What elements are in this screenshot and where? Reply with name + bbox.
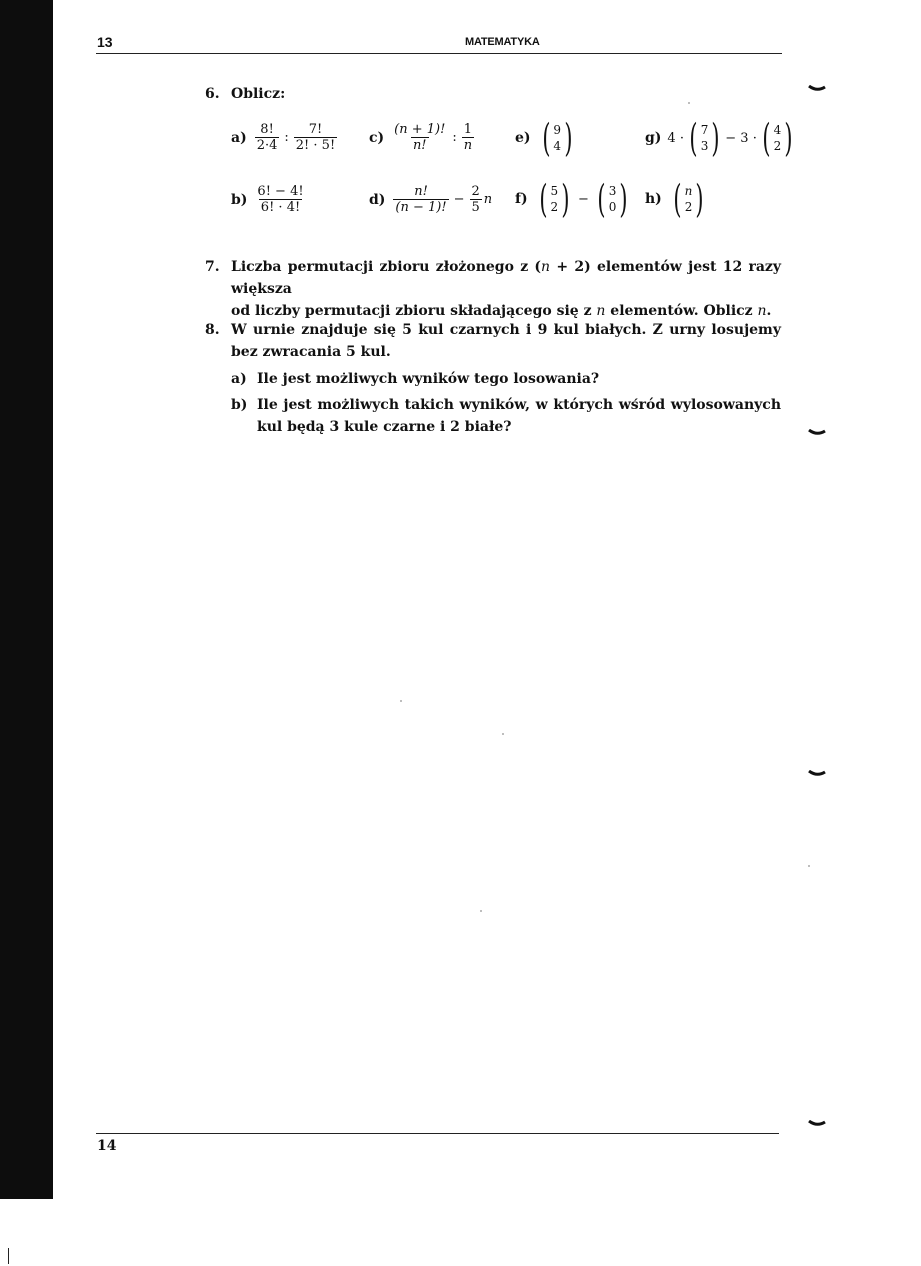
subquestion-text: Ile jest możliwych wyników tego losowania?: [257, 371, 600, 387]
footer-rule: [96, 1133, 779, 1134]
exercise-6e: [515, 116, 578, 160]
denominator: 5: [471, 200, 480, 215]
binomial-coefficient: ( 9 4 ): [541, 116, 573, 160]
margin-check-mark-icon: [808, 1120, 826, 1128]
exercise-6c: [369, 122, 476, 153]
question-8b: [231, 394, 781, 438]
scan-speck: [480, 910, 482, 912]
exercise-6f: [515, 177, 633, 221]
scan-binding-edge: [0, 0, 53, 1199]
binomial-coefficient: ( 5 2 ): [538, 177, 570, 221]
question-8-number: 8.: [205, 322, 220, 338]
exercise-6b: [231, 184, 308, 215]
text-run: elementów. Oblicz: [605, 303, 758, 319]
question-7-number: 7.: [205, 259, 220, 275]
binomial-bottom: 0: [608, 200, 617, 214]
fraction: [392, 122, 447, 153]
binomial-bottom: 2: [773, 139, 782, 153]
exercise-label: e): [515, 130, 531, 146]
numerator: 7!: [308, 122, 323, 137]
scan-speck: [808, 865, 810, 867]
denominator: (n − 1)!: [395, 200, 447, 215]
binomial-coefficient: ( 7 3 ): [689, 116, 720, 160]
scan-speck: [502, 733, 504, 735]
binomial-top: 5: [550, 184, 559, 198]
footer-page-number: 14: [97, 1138, 117, 1154]
exercise-label: c): [369, 129, 385, 146]
denominator: 2·4: [256, 138, 278, 153]
fraction: [470, 184, 482, 215]
text-run: .: [766, 303, 772, 319]
fraction: [294, 122, 337, 153]
header-page-number: 13: [97, 34, 113, 50]
binomial-bottom: 3: [700, 139, 709, 153]
exercise-label: a): [231, 129, 247, 146]
numerator: (n + 1)!: [394, 122, 446, 137]
numerator: 2: [471, 184, 480, 199]
exercise-label: b): [231, 191, 248, 208]
binomial-coefficient: ( 3 0 ): [597, 177, 628, 221]
exercise-label: d): [369, 191, 386, 208]
question-7-text: [231, 256, 781, 322]
subquestion-text: Ile jest możliwych takich wyników, w których wśród wylosowanych kul będą 3 kule czarne i 2 białe?: [257, 397, 781, 435]
scan-artifact: [8, 1248, 9, 1264]
scan-speck: [400, 700, 402, 702]
fraction: [255, 122, 280, 153]
variable: n: [541, 259, 551, 275]
subquestion-label: a): [231, 371, 247, 387]
binomial-coefficient: ( 4 2 ): [762, 116, 793, 160]
binomial-bottom: 2: [684, 200, 693, 214]
numerator: 1: [463, 122, 473, 137]
margin-check-mark-icon: [808, 85, 826, 93]
operator: −: [577, 191, 589, 207]
binomial-top: 3: [608, 184, 617, 198]
binomial-coefficient: ( n 2 ): [673, 177, 704, 221]
denominator: n!: [412, 138, 427, 153]
denominator: 2! · 5!: [295, 138, 336, 153]
denominator: n: [463, 138, 473, 153]
numerator: 8!: [260, 122, 274, 137]
exercise-label: f): [515, 191, 528, 207]
binomial-top: 7: [700, 123, 709, 137]
operator: −: [453, 192, 465, 207]
numerator: n!: [414, 184, 428, 199]
binomial-top: n: [684, 184, 693, 198]
binomial-top: 9: [553, 123, 561, 137]
binomial-top: 4: [773, 123, 782, 137]
subquestion-label: b): [231, 397, 248, 413]
variable: n: [596, 303, 606, 319]
exercise-6d: [369, 184, 492, 215]
fraction: [255, 184, 305, 215]
question-8-text: W urnie znajduje się 5 kul czarnych i 9 kul białych. Z urny losujemy bez zwracania 5 kul.: [231, 322, 781, 360]
question-8a: [231, 368, 781, 390]
denominator: 6! · 4!: [260, 200, 301, 215]
exercise-6h: [645, 177, 709, 221]
exercise-label: g): [645, 130, 662, 146]
operator: :: [284, 130, 289, 145]
coefficient: 4 ·: [667, 130, 684, 146]
exercise-label: h): [645, 191, 662, 207]
text-run: + 2) elementów jest 12 razy większa: [231, 259, 781, 297]
header-rule: [96, 53, 782, 54]
margin-check-mark-icon: [808, 429, 826, 437]
operator: :: [452, 130, 457, 145]
exercise-6g: [645, 116, 798, 160]
header-title: MATEMATYKA: [465, 36, 540, 48]
margin-check-mark-icon: [808, 770, 826, 778]
coefficient: − 3 ·: [725, 130, 757, 146]
binomial-bottom: 4: [553, 139, 561, 153]
exercise-6a: [231, 122, 339, 153]
text-run: Liczba permutacji zbioru złożonego z (: [231, 259, 542, 275]
text-run: od liczby permutacji zbioru składającego się z: [231, 303, 597, 319]
fraction: [393, 184, 448, 215]
fraction: [462, 122, 474, 153]
numerator: 6! − 4!: [257, 184, 304, 199]
question-6-number: 6.: [205, 86, 220, 102]
variable: n: [757, 303, 767, 319]
question-6-title: Oblicz:: [231, 86, 286, 102]
binomial-bottom: 2: [550, 200, 559, 214]
variable: n: [483, 192, 493, 207]
